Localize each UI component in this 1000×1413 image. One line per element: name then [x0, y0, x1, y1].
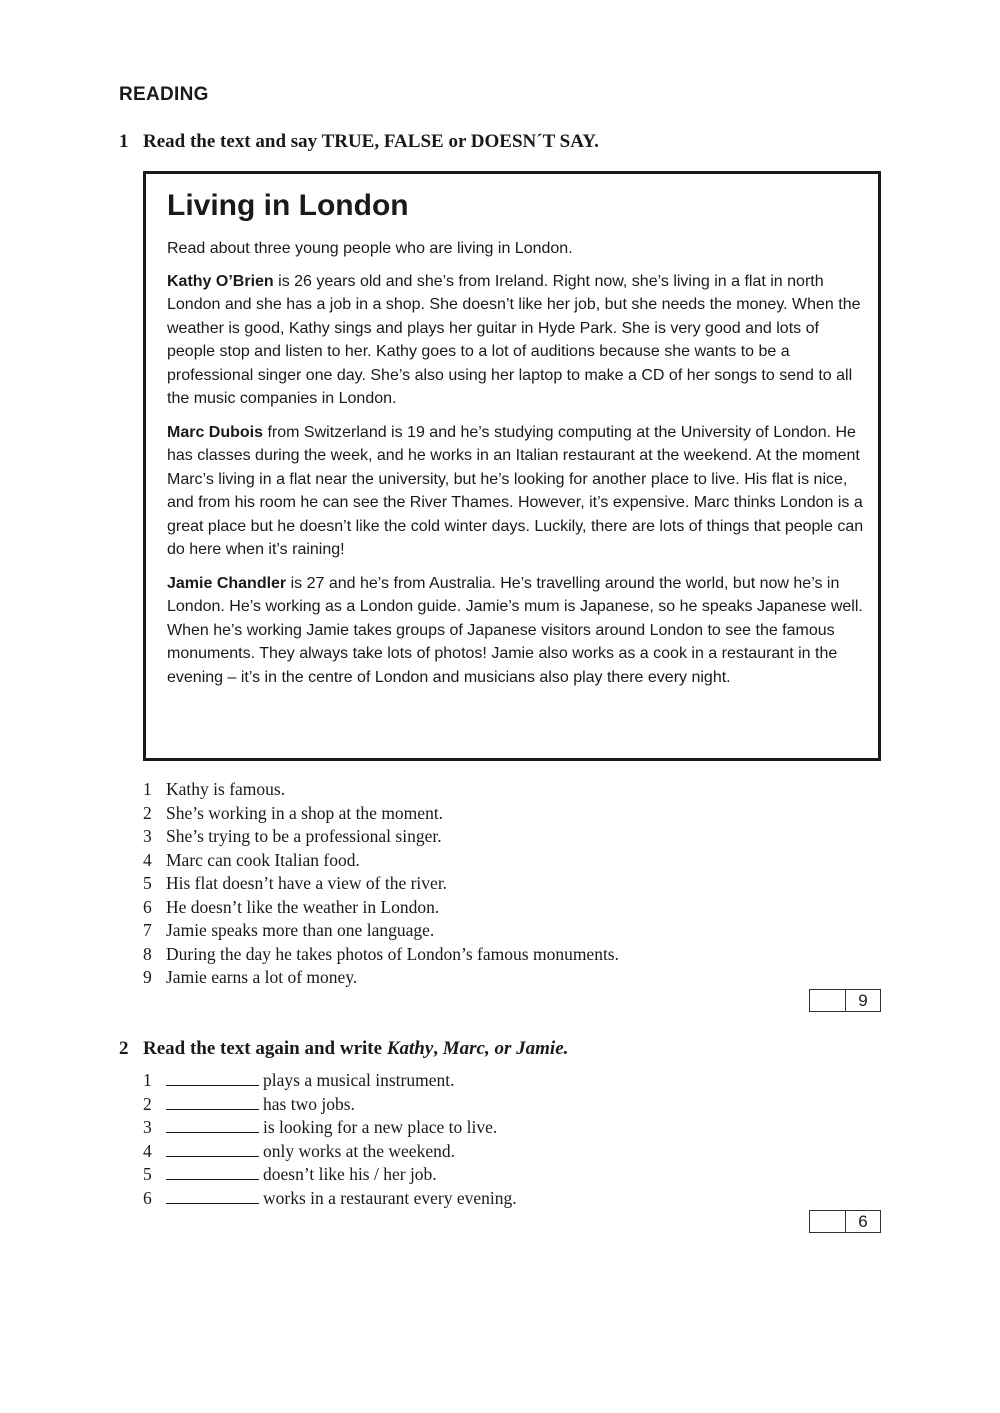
item-number: 2 [143, 1093, 152, 1114]
item-text: doesn’t like his / her job. [263, 1164, 437, 1184]
statement-text: He doesn’t like the weather in London. [166, 896, 440, 917]
paragraph-marc [167, 421, 865, 562]
statement-item [143, 849, 619, 873]
fill-in-item [143, 1069, 517, 1093]
statement-item [143, 872, 619, 896]
answer-blank[interactable] [166, 1116, 259, 1133]
exercise-2-instruction: Read the text again and write [143, 1038, 387, 1059]
item-number: 4 [143, 1140, 152, 1161]
paragraph-text: from Switzerland is 19 and he’s studying computing at the University of London. He has classes during the week, and he works in an Italian restaurant at the weekend. At the moment Marc’s living in a flat near the university, but he’s looking for another place to live. His flat is nice, and from his room he can see the River Thames. However, it’s expensive. Marc thinks London is a great place but he doesn’t like the cold winter days. Luckily, there are lots of things that people can do here when it’s raining! [167, 423, 864, 558]
statement-item [143, 896, 619, 920]
statement-text: She’s trying to be a professional singer. [166, 826, 442, 846]
exercise-2-number: 2 [119, 1038, 129, 1059]
statement-item [143, 919, 619, 943]
reading-intro: Read about three young people who are living in London. [167, 240, 573, 257]
statement-item [143, 778, 619, 802]
exercise-1-heading [119, 131, 599, 153]
answer-blank[interactable] [166, 1093, 259, 1110]
statement-number: 6 [143, 896, 152, 917]
answer-blank[interactable] [166, 1163, 259, 1180]
statement-number: 7 [143, 920, 152, 940]
item-text: plays a musical instrument. [263, 1070, 455, 1090]
paragraph-kathy [167, 270, 865, 411]
exercise-2-names-rest: Marc, or Jamie. [442, 1038, 569, 1059]
item-number: 3 [143, 1117, 152, 1137]
paragraph-text: is 26 years old and she’s from Ireland. Right now, she’s living in a flat in north London and she has a job in a shop. She doesn’t like her job, but she needs the money. When the weather is good, Kathy sings and plays her guitar in Hyde Park. She is very good and lots of people stop and listen to her. Kathy goes to a lot of auditions because she wants to be a professional singer one day. She’s also using her laptop to make a CD of her songs to send to all the music companies in London. [167, 272, 861, 407]
statement-number: 4 [143, 849, 152, 870]
item-number: 6 [143, 1187, 152, 1208]
exercise-1-instruction: Read the text and say TRUE, FALSE or DOESN´T SAY. [143, 131, 599, 152]
statement-number: 8 [143, 943, 152, 964]
statement-text: Kathy is famous. [166, 779, 286, 799]
statement-item [143, 943, 619, 967]
statement-item [143, 825, 619, 849]
paragraph-jamie [167, 572, 865, 690]
statement-number: 9 [143, 967, 152, 987]
score-input-cell[interactable] [810, 1211, 846, 1232]
item-number: 1 [143, 1070, 152, 1090]
statements-list [143, 778, 619, 990]
fill-in-item [143, 1187, 517, 1211]
paragraph-text: is 27 and he’s from Australia. He’s travelling around the world, but now he’s in London. He’s working as a London guide. Jamie’s mum is Japanese, so he speaks Japanese well. When he’s working Jamie takes groups of Japanese visitors around London to see the famous monuments. They always take lots of photos! Jamie also works as a cook in a restaurant in the evening – it’s in the centre of London and musicians also play there every night. [167, 574, 863, 686]
item-text: is looking for a new place to live. [263, 1117, 498, 1137]
statement-text: His flat doesn’t have a view of the river. [166, 873, 448, 893]
exercise-1-score-box [809, 989, 881, 1012]
fill-in-item [143, 1140, 517, 1164]
score-input-cell[interactable] [810, 990, 846, 1011]
exercise-2-heading [119, 1038, 568, 1060]
item-number: 5 [143, 1164, 152, 1184]
fill-in-list [143, 1069, 517, 1210]
answer-blank[interactable] [166, 1069, 259, 1086]
exercise-2-score-box [809, 1210, 881, 1233]
statement-item [143, 802, 619, 826]
paragraph-name: Jamie Chandler [167, 574, 287, 592]
statement-text: During the day he takes photos of London’s famous monuments. [166, 943, 619, 964]
exercise-1-number: 1 [119, 131, 129, 152]
statement-text: Marc can cook Italian food. [166, 849, 360, 870]
statement-item [143, 966, 619, 990]
item-text: works in a restaurant every evening. [263, 1187, 517, 1208]
reading-text-box [143, 171, 881, 761]
statement-text: Jamie speaks more than one language. [166, 920, 435, 940]
statement-text: Jamie earns a lot of money. [166, 967, 358, 987]
statement-number: 2 [143, 802, 152, 823]
exercise-2-name-kathy: Kathy [386, 1038, 434, 1059]
fill-in-item [143, 1116, 517, 1140]
score-total: 6 [858, 1212, 868, 1231]
fill-in-item [143, 1163, 517, 1187]
item-text: has two jobs. [263, 1093, 355, 1114]
answer-blank[interactable] [166, 1140, 259, 1157]
item-text: only works at the weekend. [263, 1140, 455, 1161]
statement-number: 1 [143, 779, 152, 799]
paragraph-name: Kathy O’Brien [167, 272, 274, 290]
score-total: 9 [858, 991, 868, 1010]
paragraph-name: Marc Dubois [167, 423, 264, 441]
exercise-2-separator: , [433, 1038, 443, 1059]
reading-title: Living in London [167, 189, 409, 222]
statement-number: 5 [143, 873, 152, 893]
fill-in-item [143, 1093, 517, 1117]
statement-number: 3 [143, 826, 152, 846]
section-title: READING [119, 84, 209, 105]
statement-text: She’s working in a shop at the moment. [166, 802, 444, 823]
answer-blank[interactable] [166, 1187, 259, 1204]
